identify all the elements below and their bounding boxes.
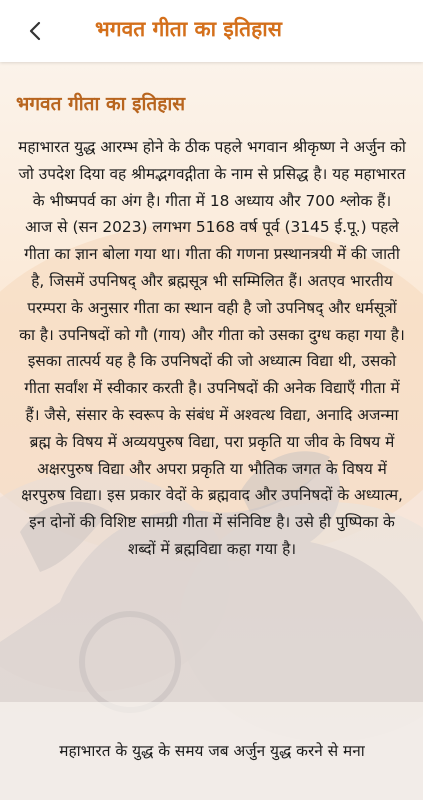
content-scroll-area[interactable] (0, 62, 423, 800)
app-title: भगवत गीता का इतिहास (95, 17, 282, 41)
paragraph: महाभारत युद्ध आरम्भ होने के ठीक पहले भगवान श्रीकृष्ण ने अर्जुन को जो उपदेश दिया वह श्रीमद्भगवद्गीता के नाम से प्रसिद्ध है। यह महाभारत के भीष्मपर्व का अंग है। गीता में 18 अध्याय और 700 श्लोक हैं। आज से (सन 2023) लगभग 5168 वर्ष पूर्व (3145 ई.पू.) पहले गीता का ज्ञान बोला गया था। गीता की गणना प्रस्थानत्रयी में की जाती है, जिसमें उपनिषद् और ब्रह्मसूत्र भी सम्मिलित हैं। अतएव भारतीय परम्परा के अनुसार गीता का स्थान वही है जो उपनिषद् और धर्मसूत्रों का है। उपनिषदों को गौ (गाय) और गीता को उसका दुग्ध कहा गया है। इसका तात्पर्य यह है कि उपनिषदों की जो अध्यात्म विद्या थी, उसको गीता सर्वांश में स्वीकार करती है। उपनिषदों की अनेक विद्याएँ गीता में हैं। जैसे, संसार के स्वरूप के संबंध में अश्वत्थ विद्या, अनादि अजन्मा ब्रह्म के विषय में अव्ययपुरुष विद्या, परा प्रकृति या जीव के विषय में अक्षरपुरुष विद्या और अपरा प्रकृति या भौतिक जगत के विषय में क्षरपुरुष विद्या। इस प्रकार वेदों के ब्रह्मवाद और उपनिषदों के अध्यात्म, इन दोनों की विशिष्ट सामग्री गीता में संनिविष्ट है। उसे ही पुष्पिका के शब्दों में ब्रह्मविद्या कहा गया है। (18, 138, 406, 558)
section-heading: भगवत गीता का इतिहास (16, 93, 186, 115)
chevron-left-icon (25, 20, 47, 42)
paragraph: महाभारत के युद्ध के समय जब अर्जुन युद्ध करने से मना (59, 742, 365, 760)
back-button[interactable] (18, 13, 54, 49)
app-bar (0, 0, 423, 62)
